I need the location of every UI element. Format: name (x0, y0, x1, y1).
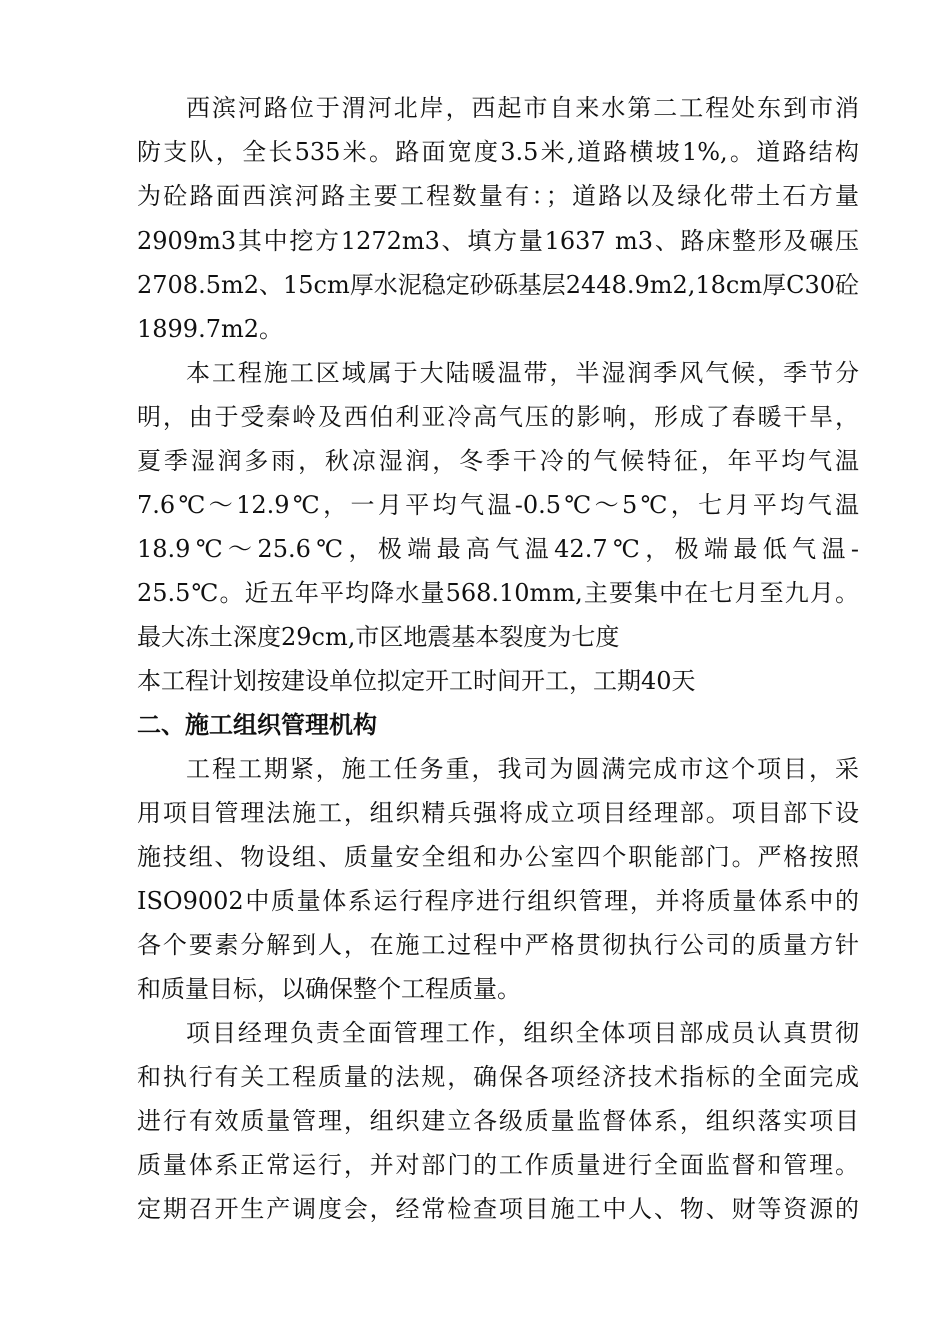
paragraph-line: 工程工期紧，施工任务重，我司为圆满完成市这个项目，采 (186, 755, 859, 783)
paragraph-line: 为砼路面西滨河路主要工程数量有：；道路以及绿化带土石方量 (137, 182, 859, 210)
paragraph-line: 2909m3其中挖方1272m3、填方量1637 m3、路床整形及碾压 (137, 227, 859, 255)
paragraph-line: 进行有效质量管理，组织建立各级质量监督体系，组织落实项目 (137, 1107, 859, 1135)
paragraph-line: 明，由于受秦岭及西伯利亚冷高气压的影响，形成了春暖干旱， (137, 403, 859, 431)
paragraph-line: 18.9℃～25.6℃，极端最高气温42.7℃，极端最低气温- (137, 535, 859, 563)
paragraph-line: 本工程施工区域属于大陆暖温带，半湿润季风气候，季节分 (186, 359, 859, 387)
paragraph-line: ISO9002中质量体系运行程序进行组织管理，并将质量体系中的 (137, 887, 859, 915)
paragraph-line: 西滨河路位于渭河北岸，西起市自来水第二工程处东到市消 (186, 94, 859, 122)
paragraph-line: 本工程计划按建设单位拟定开工时间开工，工期40天 (137, 667, 696, 695)
paragraph-line: 防支队，全长535米。路面宽度3.5米,道路横坡1%,。道路结构 (137, 138, 859, 166)
paragraph-line: 项目经理负责全面管理工作，组织全体项目部成员认真贯彻 (186, 1019, 859, 1047)
paragraph-line: 夏季湿润多雨，秋凉湿润，冬季干冷的气候特征，年平均气温 (137, 447, 859, 475)
paragraph-line: 和执行有关工程质量的法规，确保各项经济技术指标的全面完成 (137, 1063, 859, 1091)
paragraph-line: 和质量目标，以确保整个工程质量。 (137, 975, 521, 1003)
paragraph-line: 1899.7m2。 (137, 315, 284, 343)
paragraph-line: 最大冻土深度29cm,市区地震基本裂度为七度 (137, 623, 620, 651)
paragraph-line: 2708.5m2、15cm厚水泥稳定砂砾基层2448.9m2,18cm厚C30砼 (137, 271, 860, 299)
paragraph-line: 用项目管理法施工，组织精兵强将成立项目经理部。项目部下设 (137, 799, 859, 827)
paragraph-line: 各个要素分解到人，在施工过程中严格贯彻执行公司的质量方针 (137, 931, 859, 959)
paragraph-line: 7.6℃～12.9℃，一月平均气温-0.5℃～5℃，七月平均气温 (137, 491, 859, 519)
paragraph-line: 施技组、物设组、质量安全组和办公室四个职能部门。严格按照 (137, 843, 859, 871)
paragraph-line: 质量体系正常运行，并对部门的工作质量进行全面监督和管理。 (137, 1151, 859, 1179)
section-heading: 二、施工组织管理机构 (137, 711, 377, 739)
paragraph-line: 25.5℃。近五年平均降水量568.10mm,主要集中在七月至九月。 (137, 579, 859, 607)
paragraph-line: 定期召开生产调度会，经常检查项目施工中人、物、财等资源的 (137, 1195, 859, 1223)
